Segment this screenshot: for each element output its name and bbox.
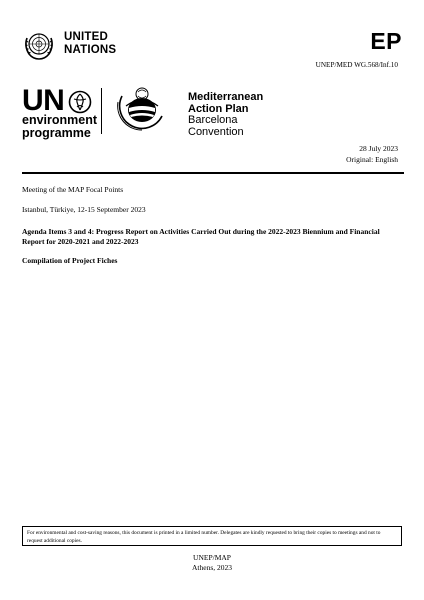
- header-divider: [22, 172, 404, 174]
- map-logo-text: [188, 92, 263, 138]
- logo-divider: [101, 88, 102, 134]
- meeting-place-date: Istanbul, Türkiye, 12-15 September 2023: [22, 205, 146, 214]
- map-line1: Mediterranean: [188, 91, 264, 103]
- footer-place-year: Athens, 2023: [192, 563, 232, 572]
- org-name-line2: NATIONS: [64, 44, 117, 56]
- meeting-title: Meeting of the MAP Focal Points: [22, 185, 124, 194]
- map-line2: Action Plan: [188, 102, 249, 115]
- map-line4: Convention: [188, 125, 244, 138]
- org-name: [64, 31, 116, 57]
- unep-line3: programme: [22, 125, 91, 140]
- unep-logo-text: UN: [22, 84, 65, 117]
- doc-date: 28 July 2023: [359, 144, 398, 153]
- unep-logo-subtitle: [22, 114, 97, 139]
- map-emblem-icon: [112, 86, 172, 136]
- doc-subtitle: Compilation of Project Fiches: [22, 256, 118, 265]
- unep-line2: environment: [22, 113, 98, 127]
- map-line3: Barcelona: [188, 114, 238, 126]
- unep-globe-icon: [68, 90, 92, 114]
- doc-date-block: [346, 144, 398, 165]
- footer-org: UNEP/MAP: [193, 553, 231, 562]
- doc-symbol: UNEP/MED WG.568/Inf.10: [315, 61, 398, 69]
- un-emblem-icon: [22, 28, 56, 62]
- agenda-title: Agenda Items 3 and 4: Progress Report on Activities Carried Out during the 2022-2023 Biennium and Financial Report for 2020-2021 and 2022-2023: [22, 227, 380, 246]
- doc-language: Original: English: [346, 154, 398, 164]
- org-name-line1: UNITED: [64, 31, 109, 43]
- printing-notice: For environmental and cost-saving reasons, this document is printed in a limited number. Delegates are kindly requested to bring their copies to meetings and not to request additional copies.: [22, 526, 402, 546]
- footer: [0, 553, 424, 573]
- doc-code: EP: [370, 28, 402, 54]
